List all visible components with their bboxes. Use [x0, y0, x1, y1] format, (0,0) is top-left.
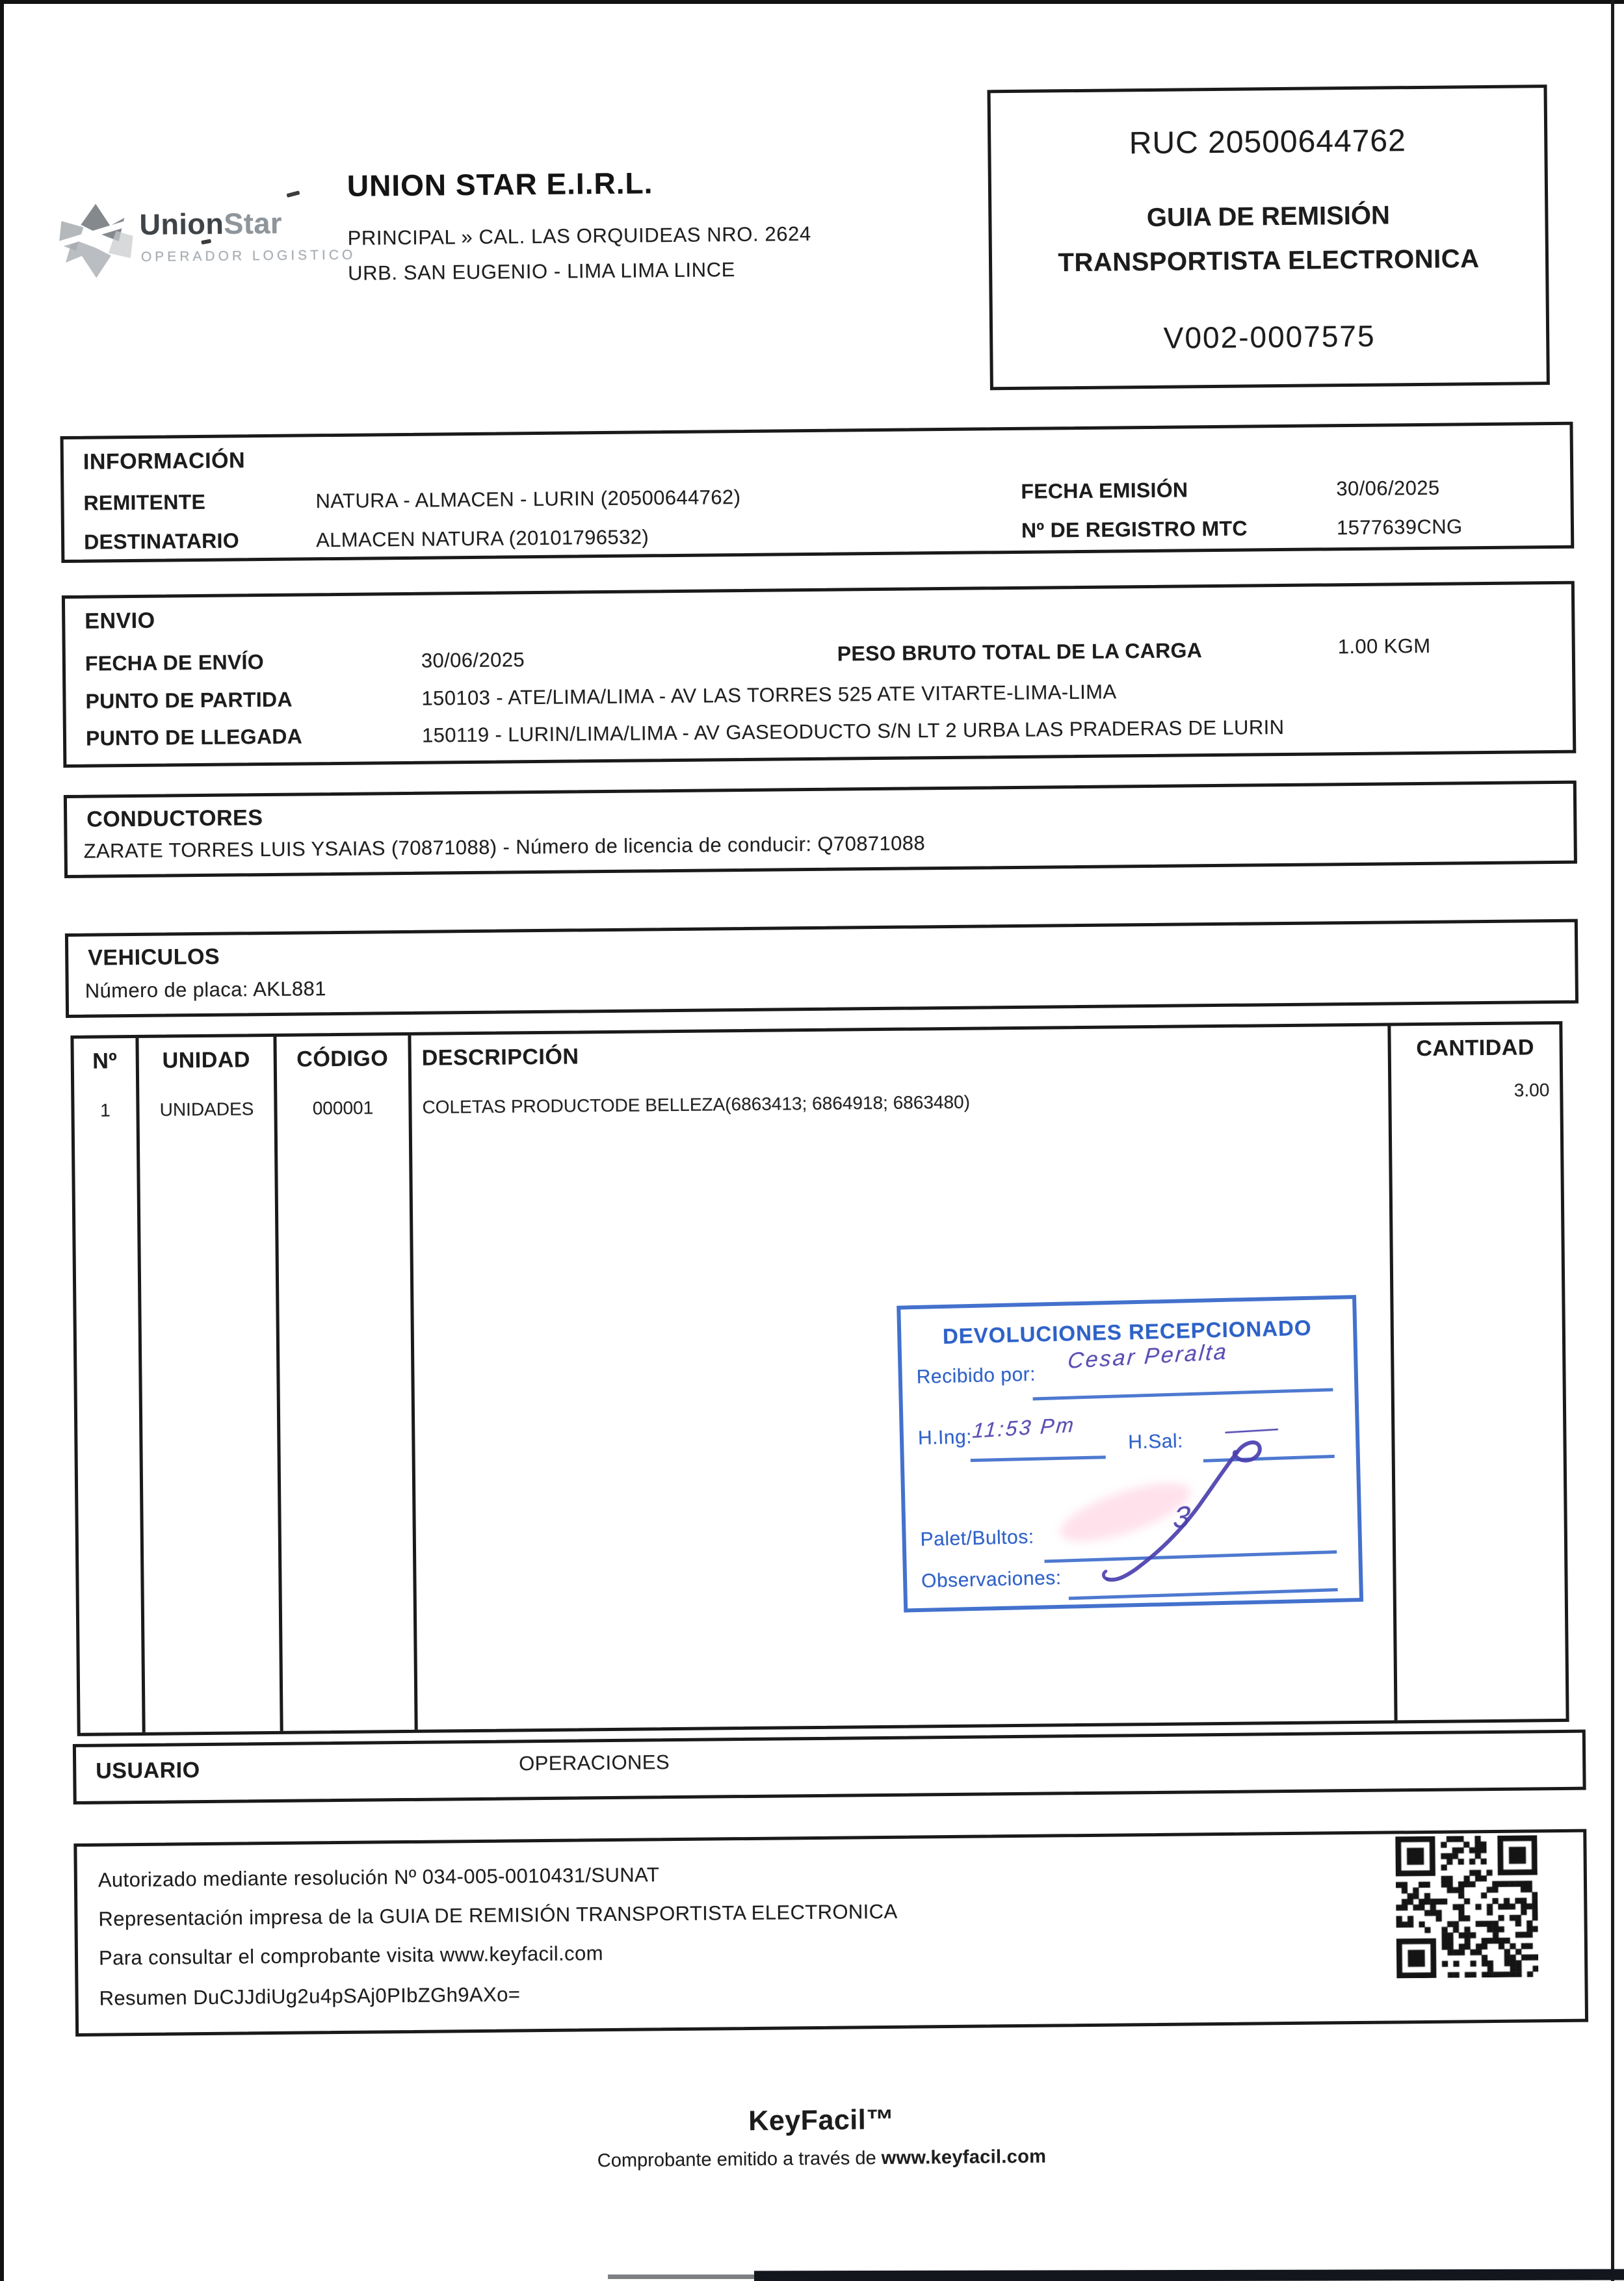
- company-address-line2: URB. SAN EUGENIO - LIMA LIMA LINCE: [347, 258, 736, 285]
- table-cell-descripcion: COLETAS PRODUCTODE BELLEZA(6863413; 6864918; 6863480): [422, 1091, 971, 1117]
- usuario-value: OPERACIONES: [519, 1751, 670, 1775]
- fecha-emision-label: FECHA EMISIÓN: [1021, 478, 1188, 503]
- company-name: UNION STAR E.I.R.L.: [347, 166, 653, 203]
- destinatario-label: DESTINATARIO: [83, 528, 240, 554]
- keyfacil-tagline: [10, 2141, 1624, 2178]
- fecha-envio-value: 30/06/2025: [421, 648, 525, 672]
- table-column-codigo: [276, 1036, 417, 1731]
- table-column-unidad: [138, 1037, 283, 1732]
- table-header-num: Nº: [92, 1049, 118, 1074]
- logo-wordmark: [139, 207, 282, 242]
- ruc-number: RUC 20500644762: [1129, 124, 1407, 161]
- fecha-emision-value: 30/06/2025: [1336, 476, 1440, 501]
- stamp-observaciones-label: Observaciones:: [921, 1567, 1062, 1592]
- conductores-section: [64, 781, 1577, 878]
- punto-partida-label: PUNTO DE PARTIDA: [85, 687, 293, 713]
- registro-mtc-value: 1577639CNG: [1336, 515, 1463, 540]
- document-type-line1: GUIA DE REMISIÓN: [1146, 201, 1391, 232]
- stamp-hing-line: [971, 1455, 1106, 1462]
- punto-llegada-value: 150119 - LURIN/LIMA/LIMA - AV GASEODUCTO S/N LT 2 URBA LAS PRADERAS DE LURIN: [421, 715, 1285, 747]
- keyfacil-tagline-text: Comprobante emitido a través de: [597, 2148, 882, 2172]
- registro-mtc-label: Nº DE REGISTRO MTC: [1021, 516, 1248, 542]
- table-cell-num: 1: [100, 1100, 111, 1121]
- stamp-title: DEVOLUCIONES RECEPCIONADO: [942, 1315, 1312, 1349]
- conductores-title: CONDUCTORES: [86, 805, 263, 832]
- usuario-section: [73, 1730, 1586, 1805]
- logo-tagline: OPERADOR LOGISTICO: [140, 247, 356, 265]
- scan-speck: [287, 190, 300, 198]
- table-column-num: [73, 1038, 145, 1733]
- conductor-line: ZARATE TORRES LUIS YSAIAS (70871088) - Número de licencia de conducir: Q70871088: [83, 831, 926, 863]
- authorization-footer-box: [73, 1829, 1588, 2037]
- stamp-palet-handwriting: 3: [1172, 1499, 1194, 1535]
- destinatario-value: ALMACEN NATURA (20101796532): [315, 525, 649, 552]
- table-cell-unidad: UNIDADES: [159, 1099, 254, 1120]
- footer-line-consulta: Para consultar el comprobante visita www.keyfacil.com: [98, 1942, 603, 1970]
- stamp-palet-label: Palet/Bultos:: [920, 1526, 1034, 1550]
- envio-title: ENVIO: [85, 608, 155, 634]
- table-cell-cantidad: 3.00: [1513, 1080, 1550, 1101]
- table-header-cantidad: CANTIDAD: [1416, 1035, 1535, 1062]
- company-address-line1: PRINCIPAL » CAL. LAS ORQUIDEAS NRO. 2624: [347, 222, 811, 250]
- stamp-hing-handwriting: 11:53 Pm: [971, 1413, 1077, 1442]
- devoluciones-stamp: [897, 1295, 1363, 1613]
- stamp-recibido-line: [1033, 1388, 1333, 1400]
- keyfacil-brand: KeyFacil™: [748, 2104, 895, 2137]
- remitente-value: NATURA - ALMACEN - LURIN (20500644762): [315, 486, 741, 513]
- qr-code: [1395, 1835, 1538, 1978]
- vehiculos-section: [65, 919, 1578, 1018]
- punto-llegada-label: PUNTO DE LLEGADA: [85, 724, 303, 750]
- keyfacil-tagline-site: www.keyfacil.com: [881, 2146, 1047, 2169]
- document-number: V002-0007575: [1163, 319, 1376, 355]
- table-header-codigo: CÓDIGO: [296, 1046, 389, 1072]
- signature-scribble: [1099, 1437, 1297, 1591]
- peso-bruto-label: PESO BRUTO TOTAL DE LA CARGA: [837, 638, 1203, 666]
- table-cell-codigo: 000001: [312, 1097, 374, 1119]
- table-column-cantidad: [1391, 1024, 1565, 1720]
- document-type-line2: TRANSPORTISTA ELECTRONICA: [1058, 244, 1480, 278]
- footer-line-representacion: Representación impresa de la GUIA DE REMISIÓN TRANSPORTISTA ELECTRONICA: [98, 1899, 898, 1931]
- stamp-hsal-label: H.Sal:: [1127, 1430, 1184, 1453]
- remitente-label: REMITENTE: [83, 489, 206, 515]
- peso-bruto-value: 1.00 KGM: [1337, 634, 1431, 658]
- fecha-envio-label: FECHA DE ENVÍO: [85, 650, 265, 675]
- stamp-recibido-label: Recibido por:: [916, 1363, 1036, 1388]
- logo-word-union: Union: [139, 207, 224, 241]
- table-header-unidad: UNIDAD: [162, 1047, 251, 1073]
- usuario-label: USUARIO: [96, 1758, 200, 1784]
- logo-word-star: Star: [224, 206, 283, 241]
- unionstar-logo-icon: [56, 198, 136, 282]
- placa-line: Número de placa: AKL881: [85, 977, 326, 1002]
- ruc-document-box: [987, 85, 1549, 390]
- vehiculos-title: VEHICULOS: [88, 944, 220, 971]
- stamp-hsal-handwriting: —: [1222, 1415, 1285, 1444]
- envio-section: [62, 581, 1576, 768]
- footer-line-resumen: Resumen DuCJJdiUg2u4pSAj0PIbZGh9AXo=: [99, 1983, 521, 2010]
- stamp-recibido-handwriting: Cesar Peralta: [1066, 1339, 1229, 1374]
- informacion-title: INFORMACIÓN: [83, 448, 246, 475]
- footer-line-resolucion: Autorizado mediante resolución Nº 034-005-0010431/SUNAT: [98, 1863, 660, 1892]
- punto-partida-value: 150103 - ATE/LIMA/LIMA - AV LAS TORRES 525 ATE VITARTE-LIMA-LIMA: [421, 680, 1117, 710]
- stamp-hing-label: H.Ing:: [917, 1426, 973, 1449]
- table-header-descripcion: DESCRIPCIÓN: [421, 1044, 579, 1071]
- informacion-section: [60, 422, 1575, 563]
